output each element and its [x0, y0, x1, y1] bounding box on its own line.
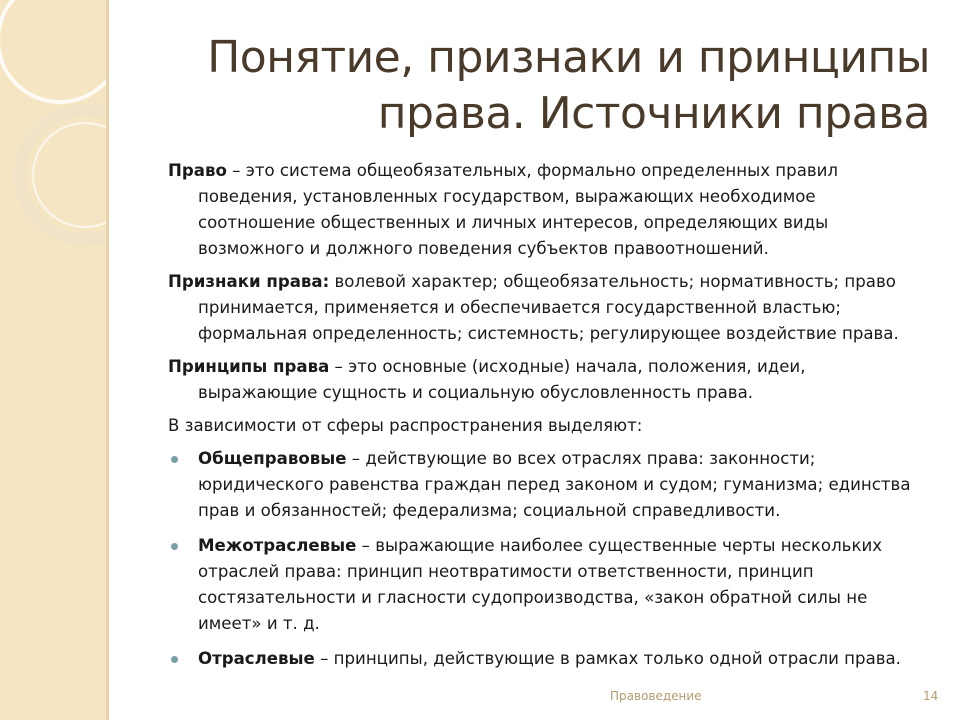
definition-paragraph: [168, 158, 928, 262]
item-lead: Отраслевые: [198, 649, 315, 668]
item-lead: Общеправовые: [198, 449, 347, 468]
item-text: – выражающие наиболее существенные черты нескольких отраслей права: принцип неотвратимости ответственности, принцип состязательности и гласности судопроизводства, «закон обратной силы не имеет» и т. д.: [198, 536, 883, 633]
decorative-sidebar: [0, 0, 109, 720]
principles-list: [168, 446, 928, 672]
paragraph-lead: Принципы права: [168, 357, 330, 376]
paragraph-text: волевой характер; общеобязательность; нормативность; право принимается, применяется и обеспечивается государственной властью; формальная определенность; системность; регулирующее воздействие права.: [198, 272, 899, 343]
principles-paragraph: [168, 354, 928, 406]
paragraph-lead: Право: [168, 161, 227, 180]
paragraph-text: – это система общеобязательных, формально определенных правил поведения, установленных государством, выражающих необходимое соотношение общественных и личных интересов, определяющих виды возможного и должного поведения субъектов правоотношений.: [198, 161, 839, 258]
classification-intro: В зависимости от сферы распространения выделяют:: [168, 416, 643, 435]
slide-body: [168, 158, 928, 681]
features-paragraph: [168, 269, 928, 347]
item-text: – действующие во всех отраслях права: законности; юридического равенства граждан перед законом и судом; гуманизма; единства прав и обязанностей; федерализма; социальной справедливости.: [198, 449, 911, 520]
page-number: 14: [923, 689, 939, 703]
slide-title: Понятие, признаки и принципы права. Источники права: [207, 32, 930, 139]
decorative-circles: [0, 0, 106, 720]
list-item: [168, 446, 928, 524]
paragraph-lead: Признаки права:: [168, 272, 330, 291]
paragraph-text: – это основные (исходные) начала, положения, идеи, выражающие сущность и социальную обусловленность права.: [198, 357, 806, 402]
item-text: – принципы, действующие в рамках только одной отрасли права.: [314, 649, 901, 668]
list-item: [168, 646, 928, 672]
bullet-icon: [171, 656, 178, 663]
footer-label: Правоведение: [610, 689, 702, 703]
bullet-icon: [171, 543, 178, 550]
bullet-icon: [171, 456, 178, 463]
list-item: [168, 533, 928, 637]
item-lead: Межотраслевые: [198, 536, 357, 555]
